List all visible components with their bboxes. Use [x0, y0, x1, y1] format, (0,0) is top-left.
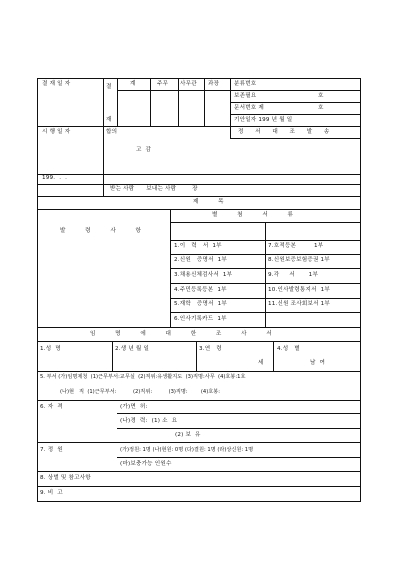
- approval-col: 주무: [157, 81, 169, 87]
- report-item: 9.각 서 1부: [268, 272, 319, 278]
- divider: [117, 428, 361, 429]
- approval-col: 사무관: [180, 81, 197, 87]
- section7-b: (마)보충가능 인원수: [120, 461, 172, 467]
- report-item: 6.인사기록카드 1부: [174, 316, 227, 322]
- doc-field-value: 호: [318, 93, 324, 99]
- divider: [103, 78, 104, 196]
- report-item: 3.채용신체검사서 1부: [174, 272, 233, 278]
- divider: [204, 78, 205, 126]
- divider: [170, 312, 361, 313]
- title-label: 제 목: [193, 199, 233, 205]
- report-item: 10.인사발령통지서 1부: [268, 287, 331, 293]
- divider: [117, 90, 230, 91]
- divider: [230, 90, 361, 91]
- divider: [117, 413, 361, 414]
- divider: [273, 341, 274, 371]
- divider: [37, 371, 361, 372]
- person-age-unit: 세: [258, 360, 264, 366]
- divider: [37, 400, 361, 401]
- divider: [170, 283, 361, 284]
- report-item: 2.신원 증명서 1부: [174, 257, 228, 263]
- section7-label: 7. 정 원: [40, 447, 63, 453]
- section6-label: 6. 자 격: [40, 404, 63, 410]
- divider: [230, 138, 361, 139]
- section9-label: 9. 비 고: [40, 490, 63, 496]
- section6-b: (나)경 력: (1) 소 요: [120, 418, 178, 424]
- enforce-label: 시 행 일 자: [42, 129, 71, 135]
- divider: [37, 486, 361, 487]
- hoe-label: 정 서 대 조 발 송: [238, 129, 335, 135]
- person-gender-label: 4.성 별: [277, 346, 300, 352]
- approval-label: 결 재 일 자: [42, 81, 71, 87]
- divider: [230, 78, 231, 138]
- divider: [170, 298, 361, 299]
- report-item: 1.이 력 서 1부: [174, 243, 222, 249]
- section5-line1: 5. 부서 (가)임명제청 (1)근무부서:교무실 (2)직위:유생활지도 (3)직명:사무 (4)호봉:1호: [40, 374, 246, 380]
- person-birth-label: 2.생 년 월 일: [115, 346, 150, 352]
- process-date: 199. . .: [42, 175, 68, 181]
- section5-line2: (나)현 직 (1)근무부서: (2)직위: (3)직명: (4)호봉:: [60, 389, 220, 395]
- person-name-label: 1.성 명: [40, 346, 61, 352]
- divider: [37, 126, 361, 127]
- report-item: 4.주민등록등본 1부: [174, 287, 227, 293]
- section7-a: (가)정원: 1명 (나)현원: 0명 (다)결원: 1명 (라)상신원: 1명: [120, 447, 254, 453]
- section6-c: (2) 보 유: [175, 432, 201, 438]
- approval-col: 과장: [208, 81, 220, 87]
- sender-receiver: 받는 사람 보내는 사람 장: [110, 186, 198, 192]
- reports-header: 별 첨 서 류: [212, 212, 302, 218]
- doc-field-label: 기안일자 199 년 월 일: [234, 117, 293, 123]
- divider: [170, 222, 361, 223]
- doc-field-label: 문서번호 제: [234, 105, 264, 111]
- person-gender-options: 남 여: [310, 360, 326, 366]
- approval-col: 계: [130, 81, 136, 87]
- cooperation-label: 합의: [106, 129, 118, 135]
- report-item: 8.신원보증보험증권 1부: [268, 257, 330, 263]
- report-item: 5.재학 증명서 1부: [174, 301, 228, 307]
- doc-field-value: 호: [318, 105, 324, 111]
- divider: [150, 78, 151, 126]
- divider: [37, 471, 361, 472]
- divider: [230, 114, 361, 115]
- report-item: 11.신원 조사회보서 1부: [268, 301, 331, 307]
- doc-field-label: 분류번호: [234, 81, 257, 87]
- divider: [37, 209, 361, 210]
- doc-field-label: 보존필요: [234, 93, 257, 99]
- divider: [37, 341, 361, 342]
- divider: [112, 341, 113, 371]
- person-age-label: 3.연 령: [199, 346, 222, 352]
- reports-section-label: 발 령 사 항: [60, 228, 150, 234]
- gogam-label: 고 감: [136, 147, 152, 153]
- divider: [117, 457, 361, 458]
- divider: [37, 174, 361, 175]
- divider: [117, 78, 118, 126]
- divider: [170, 254, 361, 255]
- divider: [37, 184, 361, 185]
- approval-jeom: 결: [106, 84, 112, 90]
- divider: [170, 240, 361, 241]
- divider: [37, 196, 361, 197]
- appointee-title: 임 명 에 대 한 조 사 서: [90, 331, 281, 337]
- divider: [37, 327, 361, 328]
- divider: [230, 102, 361, 103]
- divider: [170, 268, 361, 269]
- section6-a: (가)면 허:: [120, 404, 148, 410]
- divider: [178, 78, 179, 126]
- section8-label: 8. 상벌 및 참고사항: [40, 475, 91, 481]
- divider: [196, 341, 197, 371]
- approval-jae: 재: [106, 117, 112, 123]
- report-item: 7.호적등본 1부: [268, 243, 324, 249]
- divider: [37, 442, 361, 443]
